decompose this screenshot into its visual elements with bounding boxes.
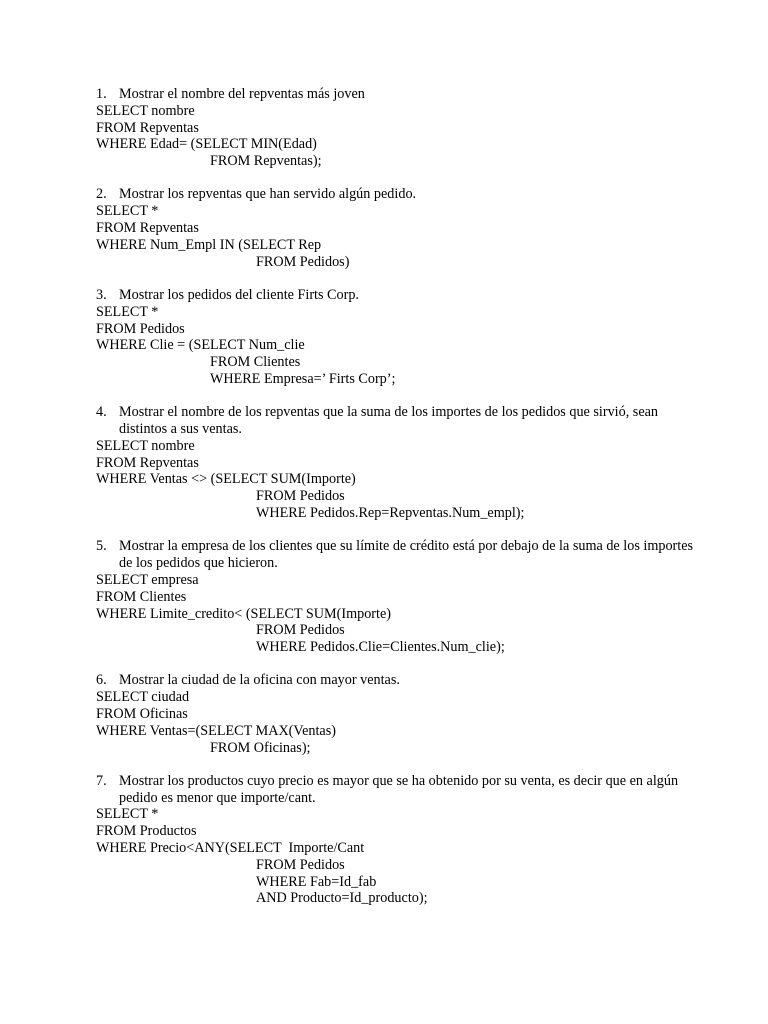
sql-line: AND Producto=Id_producto); [256, 890, 428, 907]
exercise-number: 4. [96, 404, 107, 421]
sql-line: WHERE Ventas <> (SELECT SUM(Importe) [96, 471, 356, 488]
sql-line: FROM Oficinas); [210, 739, 311, 756]
sql-line: FROM Pedidos [96, 320, 185, 337]
sql-line: WHERE Pedidos.Rep=Repventas.Num_empl); [256, 505, 525, 522]
exercise-5 [96, 538, 706, 656]
sql-line: FROM Clientes [96, 588, 187, 605]
exercise-question-text: Mostrar el nombre del repventas más joven [119, 86, 365, 102]
sql-line: FROM Pedidos [256, 856, 345, 873]
sql-line: FROM Pedidos) [256, 253, 350, 270]
exercise-question [96, 672, 706, 689]
exercise-question-text: Mostrar la ciudad de la oficina con mayor ventas. [119, 672, 400, 689]
sql-line: FROM Oficinas [96, 706, 188, 722]
exercise-question [96, 404, 706, 438]
sql-line: WHERE Num_Empl IN (SELECT Rep [96, 236, 322, 253]
exercise-question [96, 86, 706, 103]
exercise-1 [96, 86, 706, 170]
exercise-3 [96, 287, 706, 388]
exercise-question [96, 538, 706, 572]
sql-line: SELECT * [96, 203, 159, 220]
sql-line: WHERE Limite_credito< (SELECT SUM(Importe) [96, 605, 391, 622]
sql-line: SELECT empresa [96, 571, 199, 588]
exercise-question-text: Mostrar los repventas que han servido algún pedido. [119, 186, 417, 203]
exercise-number: 6. [96, 672, 107, 689]
sql-line: FROM Repventas [96, 119, 199, 136]
exercise-4 [96, 404, 706, 522]
exercise-number: 5. [96, 538, 107, 555]
sql-line: WHERE Empresa=’ Firts Corp’; [210, 370, 396, 387]
exercise-question [96, 287, 706, 304]
sql-line: FROM Pedidos [256, 488, 345, 505]
sql-line: SELECT ciudad [96, 689, 190, 706]
exercise-number: 2. [96, 186, 107, 203]
exercise-question-text: Mostrar la empresa de los clientes que su límite de crédito está por debajo de la suma de los importes de los pedidos que hicieron. [119, 538, 694, 572]
document-page [96, 86, 706, 924]
sql-line: FROM Pedidos [256, 622, 345, 639]
sql-line: WHERE Edad= (SELECT MIN(Edad) [96, 136, 317, 153]
sql-line: WHERE Ventas=(SELECT MAX(Ventas) [96, 722, 336, 739]
sql-line: WHERE Clie = (SELECT Num_clie [96, 337, 305, 354]
exercise-2 [96, 186, 706, 270]
sql-line: SELECT nombre [96, 437, 195, 454]
exercise-6 [96, 672, 706, 756]
exercise-question [96, 773, 706, 807]
exercise-7 [96, 773, 706, 907]
sql-line: FROM Repventas); [210, 153, 322, 170]
sql-line: FROM Repventas [96, 220, 199, 237]
sql-line: WHERE Precio<ANY(SELECT Importe/Cant [96, 840, 365, 857]
exercise-question-text: Mostrar los pedidos del cliente Firts Corp. [119, 286, 359, 303]
sql-line: SELECT * [96, 806, 159, 823]
exercise-question-text: Mostrar los productos cuyo precio es mayor que se ha obtenido por su venta, es decir que en algún pedido es menor que importe/cant. [119, 772, 679, 806]
sql-line: FROM Repventas [96, 454, 199, 471]
sql-line: WHERE Pedidos.Clie=Clientes.Num_clie); [256, 639, 505, 656]
exercise-question [96, 186, 706, 203]
sql-line: FROM Productos [96, 823, 197, 840]
exercise-question-text: Mostrar el nombre de los repventas que la suma de los importes de los pedidos que sirvió, sean distintos a sus ventas. [119, 404, 659, 438]
sql-line: WHERE Fab=Id_fab [256, 873, 377, 890]
exercise-number: 1. [96, 86, 107, 102]
sql-line: FROM Clientes [210, 354, 301, 371]
exercise-number: 3. [96, 286, 107, 303]
sql-line: SELECT * [96, 303, 159, 320]
exercise-number: 7. [96, 772, 107, 789]
sql-line: SELECT nombre [96, 102, 195, 119]
